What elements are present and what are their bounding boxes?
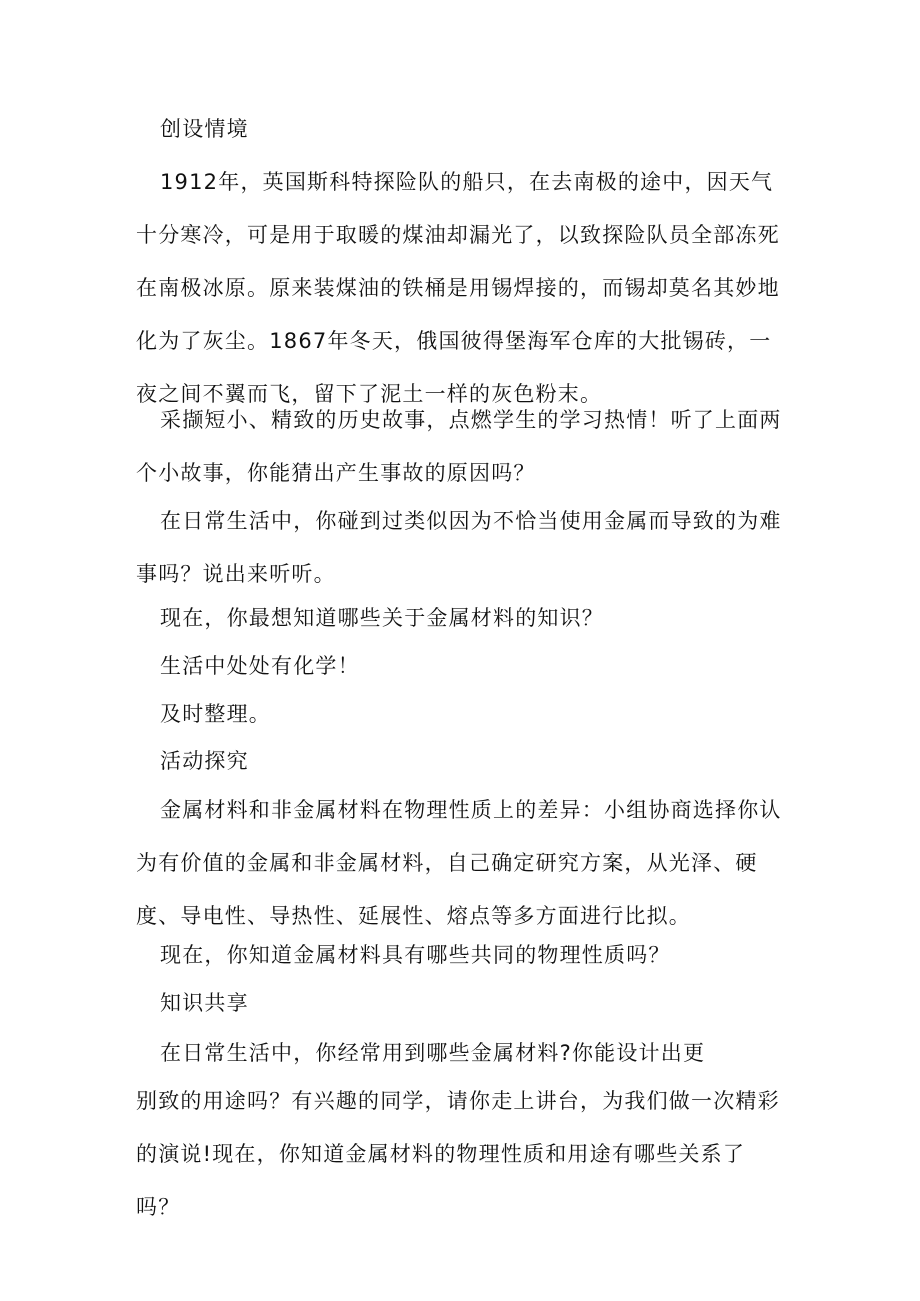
section-heading-activity-inquiry: 活动探究 [160,749,249,773]
paragraph-metal-usage-question: 在日常生活中，你经常用到哪些金属材料?你能设计出更 [160,1041,706,1065]
section-heading-create-situation: 创设情境 [160,117,249,141]
paragraph-physical-properties: 金属材料和非金属材料在物理性质上的差异：小组协商选择你认为有价值的金属和非金属材料，自己确定研究方案，从光泽、硬度、导电性、导热性、延展性、熔点等多方面进行比拟。 [136,798,782,928]
section-heading-knowledge-share: 知识共享 [160,991,249,1015]
paragraph-creative-use: 别致的用途吗？有兴趣的同学，请你走上讲台，为我们做一次精彩的演说!现在，你知道金属材料的物理性质和用途有哪些关系了吗？ [136,1089,780,1219]
paragraph-daily-life-question: 在日常生活中，你碰到过类似因为不恰当使用金属而导致的为难事吗？说出来听听。 [136,509,782,586]
paragraph-history-story: 采撷短小、精致的历史故事，点燃学生的学习热情！听了上面两个小故事，你能猜出产生事故的原因吗？ [136,408,782,485]
paragraph-common-properties-question: 现在，你知道金属材料具有哪些共同的物理性质吗？ [160,943,671,967]
paragraph-chemistry-everywhere: 生活中处处有化学！ [160,654,360,678]
paragraph-want-to-know: 现在，你最想知道哪些关于金属材料的知识？ [160,606,604,630]
paragraph-story: 1912年，英国斯科特探险队的船只，在去南极的途中，因天气十分寒冷，可是用于取暖的煤油却漏光了，以致探险队员全部冻死在南极冰原。原来装煤油的铁桶是用锡焊接的，而锡却莫名其妙地化为了灰尘。1867年冬天，俄国彼得堡海军仓库的大批锡砖，一夜之间不翼而飞，留下了泥土一样的灰色粉末。 [136,170,780,406]
paragraph-timely-organize: 及时整理。 [160,702,271,726]
